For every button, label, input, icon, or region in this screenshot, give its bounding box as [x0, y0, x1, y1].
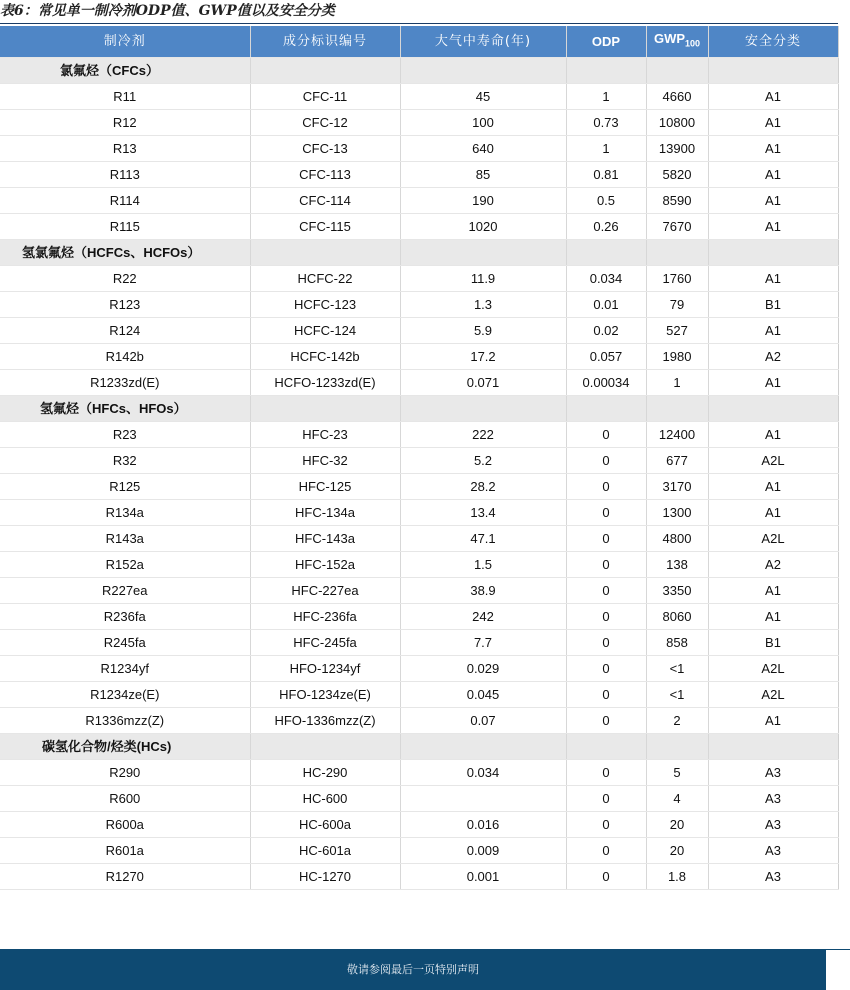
cell-lifetime: 0.071	[400, 369, 566, 395]
cell-lifetime: 17.2	[400, 343, 566, 369]
cell-lifetime: 38.9	[400, 577, 566, 603]
cell-gwp: 12400	[646, 421, 708, 447]
cell-safety: A1	[708, 603, 838, 629]
cell-safety: A1	[708, 213, 838, 239]
cell-refrigerant: R1233zd(E)	[0, 369, 250, 395]
cell-gwp: 4660	[646, 83, 708, 109]
cell-gwp: 5	[646, 759, 708, 785]
cell-safety: A2	[708, 343, 838, 369]
cell-code: HC-290	[250, 759, 400, 785]
table-caption: 表6：常见单一制冷剂ODP值、GWP值以及安全分类	[0, 3, 335, 19]
cell-refrigerant: R125	[0, 473, 250, 499]
cell-refrigerant: R115	[0, 213, 250, 239]
cell-lifetime: 0.001	[400, 863, 566, 889]
cell-lifetime: 5.9	[400, 317, 566, 343]
cell-lifetime: 0.009	[400, 837, 566, 863]
group-empty-cell	[708, 239, 838, 265]
cell-odp: 0	[566, 681, 646, 707]
cell-code: HCFC-124	[250, 317, 400, 343]
cell-odp: 0	[566, 551, 646, 577]
cell-odp: 0	[566, 473, 646, 499]
table-row	[0, 811, 838, 837]
cell-lifetime: 28.2	[400, 473, 566, 499]
cell-gwp: 1300	[646, 499, 708, 525]
group-empty-cell	[400, 733, 566, 759]
cell-lifetime: 0.045	[400, 681, 566, 707]
group-empty-cell	[250, 733, 400, 759]
group-empty-cell	[708, 57, 838, 83]
cell-odp: 0	[566, 655, 646, 681]
cell-odp: 0.26	[566, 213, 646, 239]
cell-code: HFC-23	[250, 421, 400, 447]
col-header-lifetime: 大气中寿命(年)	[400, 26, 566, 57]
cell-lifetime: 640	[400, 135, 566, 161]
table-row	[0, 161, 838, 187]
cell-lifetime: 0.034	[400, 759, 566, 785]
cell-odp: 0	[566, 421, 646, 447]
cell-refrigerant: R600	[0, 785, 250, 811]
cell-lifetime: 45	[400, 83, 566, 109]
group-empty-cell	[646, 395, 708, 421]
cell-code: HFC-236fa	[250, 603, 400, 629]
cell-gwp: 1	[646, 369, 708, 395]
cell-code: CFC-11	[250, 83, 400, 109]
col-header-safety: 安全分类	[708, 26, 838, 57]
header-row	[0, 26, 838, 57]
cell-odp: 0.02	[566, 317, 646, 343]
cell-gwp: 4	[646, 785, 708, 811]
table-row	[0, 369, 838, 395]
cell-safety: A3	[708, 837, 838, 863]
cell-gwp: 10800	[646, 109, 708, 135]
cell-safety: A1	[708, 187, 838, 213]
col-header-code: 成分标识编号	[250, 26, 400, 57]
cell-refrigerant: R601a	[0, 837, 250, 863]
group-empty-cell	[400, 395, 566, 421]
group-empty-cell	[646, 239, 708, 265]
table-row	[0, 577, 838, 603]
cell-lifetime: 1020	[400, 213, 566, 239]
cell-safety: A3	[708, 759, 838, 785]
cell-odp: 0	[566, 811, 646, 837]
group-row	[0, 395, 838, 421]
table-body	[0, 57, 838, 889]
cell-refrigerant: R12	[0, 109, 250, 135]
table-row	[0, 473, 838, 499]
cell-lifetime	[400, 785, 566, 811]
table-row	[0, 317, 838, 343]
cell-lifetime: 222	[400, 421, 566, 447]
cell-code: CFC-113	[250, 161, 400, 187]
cell-lifetime: 7.7	[400, 629, 566, 655]
cell-gwp: 3170	[646, 473, 708, 499]
cell-safety: A1	[708, 135, 838, 161]
group-empty-cell	[566, 57, 646, 83]
cell-odp: 1	[566, 83, 646, 109]
cell-odp: 0.73	[566, 109, 646, 135]
cell-safety: A1	[708, 265, 838, 291]
table-row	[0, 187, 838, 213]
cell-safety: A1	[708, 369, 838, 395]
cell-odp: 0	[566, 863, 646, 889]
cell-code: HCFC-142b	[250, 343, 400, 369]
group-empty-cell	[400, 57, 566, 83]
cell-odp: 0.00034	[566, 369, 646, 395]
cell-code: HCFO-1233zd(E)	[250, 369, 400, 395]
cell-refrigerant: R143a	[0, 525, 250, 551]
cell-safety: A3	[708, 863, 838, 889]
cell-code: CFC-115	[250, 213, 400, 239]
cell-refrigerant: R142b	[0, 343, 250, 369]
cell-refrigerant: R22	[0, 265, 250, 291]
cell-code: HCFC-123	[250, 291, 400, 317]
table-row	[0, 109, 838, 135]
cell-safety: A1	[708, 317, 838, 343]
cell-odp: 0.01	[566, 291, 646, 317]
cell-code: CFC-13	[250, 135, 400, 161]
table-row	[0, 759, 838, 785]
group-empty-cell	[708, 733, 838, 759]
table-row	[0, 525, 838, 551]
table-row	[0, 213, 838, 239]
group-label: 氢氟烃（HFCs、HFOs）	[0, 395, 250, 421]
group-row	[0, 239, 838, 265]
cell-gwp: <1	[646, 681, 708, 707]
group-empty-cell	[250, 239, 400, 265]
cell-gwp: 138	[646, 551, 708, 577]
gwp-label: GWP	[653, 31, 686, 46]
cell-code: HFC-152a	[250, 551, 400, 577]
cell-safety: A1	[708, 499, 838, 525]
cell-odp: 0	[566, 447, 646, 473]
cell-refrigerant: R152a	[0, 551, 250, 577]
cell-code: HC-1270	[250, 863, 400, 889]
cell-odp: 0.81	[566, 161, 646, 187]
cell-lifetime: 100	[400, 109, 566, 135]
cell-safety: A1	[708, 577, 838, 603]
col-header-refrigerant: 制冷剂	[0, 26, 250, 57]
cell-refrigerant: R124	[0, 317, 250, 343]
table-row	[0, 83, 838, 109]
table-row	[0, 603, 838, 629]
cell-safety: A2L	[708, 447, 838, 473]
cell-code: HC-600a	[250, 811, 400, 837]
cell-gwp: 20	[646, 811, 708, 837]
table-row	[0, 837, 838, 863]
cell-odp: 0	[566, 785, 646, 811]
cell-gwp: 2	[646, 707, 708, 733]
group-label: 氯氟烃（CFCs）	[0, 57, 250, 83]
cell-lifetime: 0.07	[400, 707, 566, 733]
cell-gwp: 5820	[646, 161, 708, 187]
cell-odp: 0	[566, 837, 646, 863]
cell-gwp: 858	[646, 629, 708, 655]
cell-refrigerant: R134a	[0, 499, 250, 525]
group-empty-cell	[250, 57, 400, 83]
group-empty-cell	[566, 395, 646, 421]
cell-lifetime: 242	[400, 603, 566, 629]
cell-lifetime: 0.029	[400, 655, 566, 681]
cell-code: HFC-227ea	[250, 577, 400, 603]
footer-banner: 敬请参阅最后一页特别声明	[0, 949, 826, 990]
col-header-gwp	[646, 26, 708, 57]
cell-code: HFC-134a	[250, 499, 400, 525]
table-row	[0, 421, 838, 447]
table-row	[0, 707, 838, 733]
cell-code: HFO-1336mzz(Z)	[250, 707, 400, 733]
cell-gwp: 1760	[646, 265, 708, 291]
cell-safety: A3	[708, 811, 838, 837]
group-empty-cell	[646, 733, 708, 759]
group-empty-cell	[400, 239, 566, 265]
table-row	[0, 447, 838, 473]
cell-safety: A1	[708, 473, 838, 499]
cell-refrigerant: R1234yf	[0, 655, 250, 681]
caption-divider	[0, 23, 838, 24]
cell-odp: 0	[566, 603, 646, 629]
cell-safety: A1	[708, 421, 838, 447]
table-row	[0, 291, 838, 317]
cell-code: HFO-1234yf	[250, 655, 400, 681]
cell-refrigerant: R13	[0, 135, 250, 161]
cell-refrigerant: R114	[0, 187, 250, 213]
cell-gwp: 13900	[646, 135, 708, 161]
cell-safety: A2L	[708, 681, 838, 707]
cell-safety: A2L	[708, 525, 838, 551]
cell-lifetime: 1.5	[400, 551, 566, 577]
cell-gwp: 4800	[646, 525, 708, 551]
cell-odp: 0	[566, 525, 646, 551]
cell-safety: B1	[708, 291, 838, 317]
group-empty-cell	[566, 239, 646, 265]
cell-gwp: 677	[646, 447, 708, 473]
group-empty-cell	[646, 57, 708, 83]
cell-odp: 0.057	[566, 343, 646, 369]
cell-gwp: 8060	[646, 603, 708, 629]
cell-code: HC-601a	[250, 837, 400, 863]
cell-odp: 0.5	[566, 187, 646, 213]
cell-code: HFC-143a	[250, 525, 400, 551]
group-empty-cell	[708, 395, 838, 421]
cell-safety: A2L	[708, 655, 838, 681]
group-row	[0, 733, 838, 759]
cell-safety: A3	[708, 785, 838, 811]
cell-refrigerant: R113	[0, 161, 250, 187]
table-row	[0, 629, 838, 655]
cell-gwp: 20	[646, 837, 708, 863]
cell-code: HCFC-22	[250, 265, 400, 291]
cell-gwp: 1.8	[646, 863, 708, 889]
cell-refrigerant: R227ea	[0, 577, 250, 603]
cell-odp: 0	[566, 759, 646, 785]
cell-refrigerant: R11	[0, 83, 250, 109]
cell-odp: 0	[566, 707, 646, 733]
cell-gwp: 527	[646, 317, 708, 343]
cell-safety: A2	[708, 551, 838, 577]
table-row	[0, 655, 838, 681]
cell-lifetime: 190	[400, 187, 566, 213]
table-row	[0, 551, 838, 577]
cell-code: HFC-245fa	[250, 629, 400, 655]
cell-odp: 0.034	[566, 265, 646, 291]
cell-refrigerant: R1234ze(E)	[0, 681, 250, 707]
cell-refrigerant: R245fa	[0, 629, 250, 655]
table-row	[0, 265, 838, 291]
cell-code: HFC-125	[250, 473, 400, 499]
cell-refrigerant: R23	[0, 421, 250, 447]
col-header-odp: ODP	[566, 26, 646, 57]
group-empty-cell	[250, 395, 400, 421]
cell-code: CFC-114	[250, 187, 400, 213]
table-row	[0, 863, 838, 889]
cell-refrigerant: R123	[0, 291, 250, 317]
cell-refrigerant: R32	[0, 447, 250, 473]
table-row	[0, 499, 838, 525]
cell-safety: A1	[708, 707, 838, 733]
cell-odp: 1	[566, 135, 646, 161]
cell-refrigerant: R1336mzz(Z)	[0, 707, 250, 733]
cell-refrigerant: R236fa	[0, 603, 250, 629]
cell-safety: A1	[708, 109, 838, 135]
cell-gwp: 7670	[646, 213, 708, 239]
footer-rule	[826, 949, 850, 950]
cell-lifetime: 11.9	[400, 265, 566, 291]
group-row	[0, 57, 838, 83]
cell-code: CFC-12	[250, 109, 400, 135]
cell-code: HFC-32	[250, 447, 400, 473]
cell-code: HC-600	[250, 785, 400, 811]
gwp-subscript: 100	[685, 38, 701, 49]
cell-lifetime: 5.2	[400, 447, 566, 473]
table-row	[0, 343, 838, 369]
cell-refrigerant: R1270	[0, 863, 250, 889]
cell-odp: 0	[566, 499, 646, 525]
table-row	[0, 135, 838, 161]
cell-safety: A1	[708, 161, 838, 187]
table-row	[0, 785, 838, 811]
cell-gwp: 8590	[646, 187, 708, 213]
cell-safety: B1	[708, 629, 838, 655]
cell-refrigerant: R290	[0, 759, 250, 785]
cell-gwp: 3350	[646, 577, 708, 603]
cell-lifetime: 85	[400, 161, 566, 187]
refrigerant-table	[0, 26, 839, 890]
cell-odp: 0	[566, 577, 646, 603]
cell-gwp: <1	[646, 655, 708, 681]
group-empty-cell	[566, 733, 646, 759]
cell-gwp: 79	[646, 291, 708, 317]
cell-lifetime: 0.016	[400, 811, 566, 837]
cell-code: HFO-1234ze(E)	[250, 681, 400, 707]
group-label: 碳氢化合物/烃类(HCs)	[0, 733, 250, 759]
cell-gwp: 1980	[646, 343, 708, 369]
cell-lifetime: 47.1	[400, 525, 566, 551]
cell-safety: A1	[708, 83, 838, 109]
group-label: 氢氯氟烃（HCFCs、HCFOs）	[0, 239, 250, 265]
cell-refrigerant: R600a	[0, 811, 250, 837]
table-row	[0, 681, 838, 707]
cell-lifetime: 1.3	[400, 291, 566, 317]
cell-odp: 0	[566, 629, 646, 655]
cell-lifetime: 13.4	[400, 499, 566, 525]
